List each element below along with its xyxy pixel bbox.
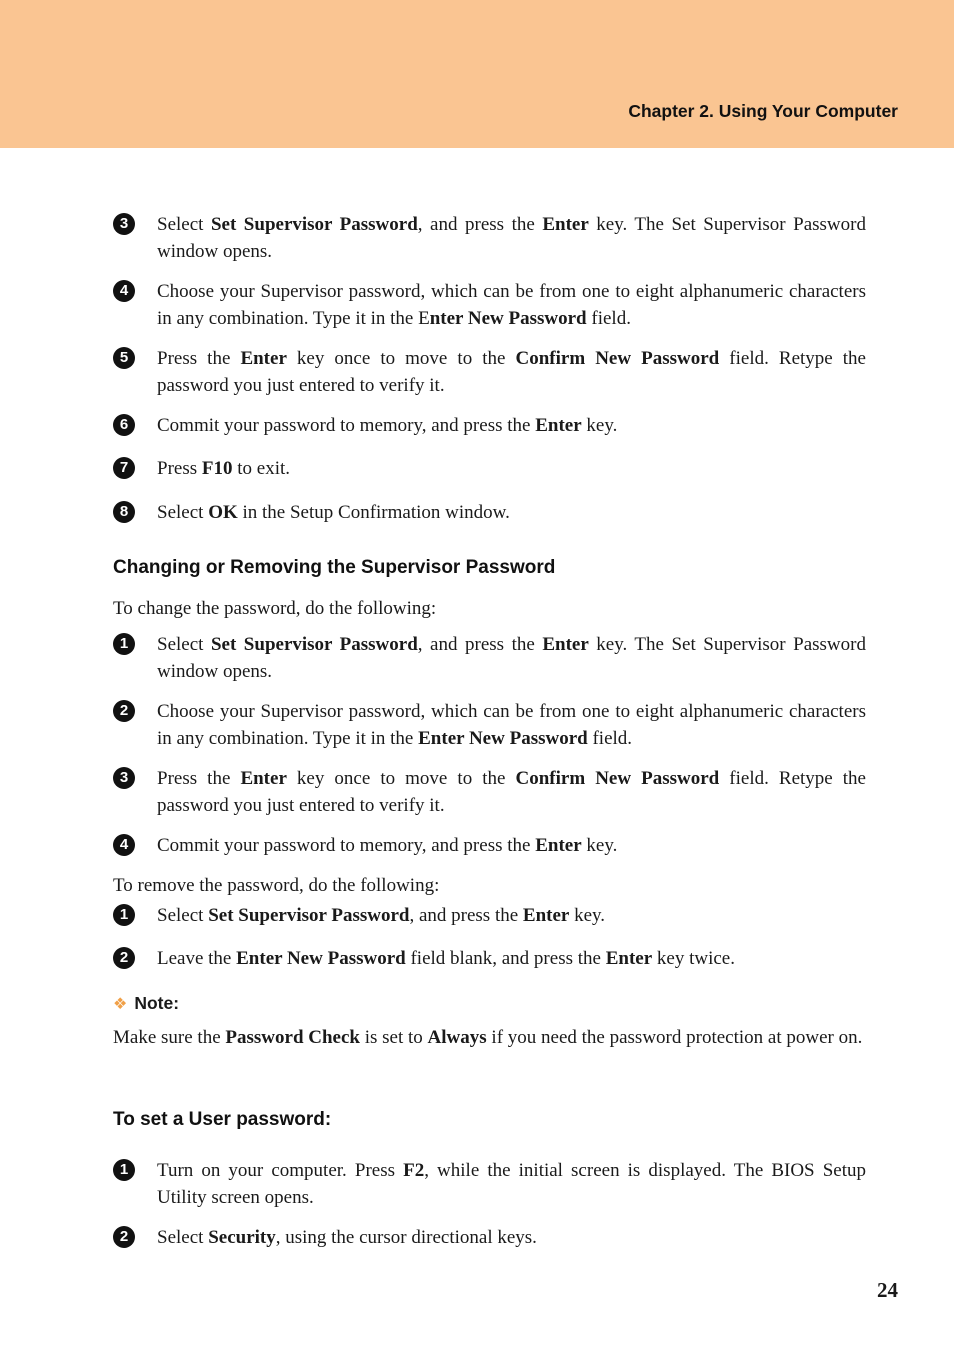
step-text: [157, 1225, 866, 1252]
step-number-icon: 8: [113, 501, 135, 523]
list-item: [113, 833, 866, 860]
bold-term: Enter: [542, 634, 589, 655]
bold-term: nter New Password: [429, 307, 587, 329]
text-run: key once to move to the: [286, 768, 516, 789]
bold-term: F10: [201, 458, 233, 479]
text-run: Press the: [157, 348, 241, 369]
bold-term: Set Supervisor Password: [210, 214, 418, 235]
list-item: [113, 903, 866, 930]
bold-term: Enter New Password: [418, 727, 588, 749]
text-run: , and press the: [417, 214, 543, 235]
text-run: Press: [157, 458, 202, 479]
bold-term: Confirm New Password: [515, 768, 720, 789]
section-heading: Changing or Removing the Supervisor Password: [113, 557, 556, 578]
bold-term: Enter: [522, 905, 570, 926]
chapter-title: Chapter 2. Using Your Computer: [628, 101, 898, 121]
bold-term: Set Supervisor Password: [208, 905, 410, 926]
step-text: [157, 279, 866, 332]
list-item: [113, 1158, 866, 1211]
text-run: , and press the: [409, 905, 523, 926]
text-run: key once to move to the: [286, 348, 516, 369]
bold-term: F2: [403, 1160, 425, 1181]
text-run: key twice.: [652, 948, 735, 969]
step-text: [157, 212, 866, 265]
text-run: is set to: [359, 1027, 428, 1048]
text-run: key. The Set Supervisor Password window opens.: [157, 634, 866, 682]
step-text: [157, 699, 866, 752]
text-run: field blank, and press the: [405, 948, 606, 969]
remove-intro-text: To remove the password, do the following:: [113, 875, 440, 896]
step-number-icon: 4: [113, 280, 135, 302]
bold-term: Enter: [240, 768, 287, 789]
bold-term: Confirm New Password: [515, 348, 720, 369]
page-number: 24: [877, 1278, 898, 1302]
step-number-icon: 1: [113, 904, 135, 926]
list-item: [113, 766, 866, 819]
note-label: [113, 993, 179, 1014]
text-run: field. Retype the password you just entered to verify it.: [157, 768, 866, 816]
step-number-icon: 7: [113, 457, 135, 479]
note-text: [113, 1025, 866, 1052]
step-number-icon: 1: [113, 1159, 135, 1181]
bold-term: Enter: [535, 415, 582, 436]
text-run: Press the: [157, 768, 241, 789]
step-text: [157, 1158, 866, 1211]
bold-term: Always: [427, 1027, 487, 1048]
list-item: [113, 212, 866, 265]
text-run: key.: [569, 905, 606, 926]
text-run: Select: [157, 502, 209, 523]
text-run: field. Retype the password you just entered to verify it.: [157, 348, 866, 396]
list-item: [113, 500, 866, 527]
list-item: [113, 1225, 866, 1252]
text-run: in the Setup Confirmation window.: [237, 502, 510, 523]
step-text: [157, 833, 866, 860]
text-run: field.: [586, 307, 631, 329]
step-text: [157, 946, 866, 973]
bold-term: Enter: [605, 948, 653, 969]
step-text: [157, 413, 866, 440]
step-number-icon: 5: [113, 347, 135, 369]
text-run: Select: [157, 905, 209, 926]
step-number-icon: 6: [113, 414, 135, 436]
text-run: Choose your Supervisor password, which can be from one to eight alphanumeric characters in any combination. Type it in the E: [157, 281, 866, 329]
list-item: [113, 413, 866, 440]
bold-term: Enter: [542, 214, 589, 235]
list-item: [113, 699, 866, 752]
text-run: , and press the: [417, 634, 543, 655]
text-run: Select: [157, 634, 211, 655]
step-text: [157, 456, 866, 483]
step-text: [157, 500, 866, 527]
list-item: [113, 632, 866, 685]
step-number-icon: 2: [113, 700, 135, 722]
text-run: to exit.: [232, 458, 291, 479]
text-run: Choose your Supervisor password, which can be from one to eight alphanumeric characters in any combination. Type it in the: [157, 701, 866, 749]
text-run: key.: [581, 415, 618, 436]
bold-term: Enter New Password: [236, 948, 406, 969]
list-item: [113, 346, 866, 399]
text-run: Turn on your computer. Press: [157, 1160, 404, 1181]
text-run: field.: [587, 727, 633, 749]
bold-term: Enter: [535, 835, 582, 856]
bold-term: Security: [208, 1227, 276, 1248]
text-run: key.: [581, 835, 618, 856]
step-text: [157, 766, 866, 819]
step-text: [157, 346, 866, 399]
text-run: Make sure the: [113, 1027, 226, 1048]
step-number-icon: 3: [113, 767, 135, 789]
intro-text: To change the password, do the following:: [113, 598, 437, 619]
text-run: Select: [157, 1227, 209, 1248]
bold-term: Enter: [240, 348, 287, 369]
step-number-icon: 2: [113, 1226, 135, 1248]
text-run: key. The Set Supervisor Password window opens.: [157, 214, 866, 262]
list-item: [113, 456, 866, 483]
bold-term: Password Check: [225, 1027, 360, 1048]
text-run: if you need the password protection at power on.: [486, 1027, 863, 1048]
bold-term: Set Supervisor Password: [210, 634, 418, 655]
step-number-icon: 1: [113, 633, 135, 655]
text-run: Select: [157, 214, 211, 235]
step-number-icon: 3: [113, 213, 135, 235]
text-run: , using the cursor directional keys.: [275, 1227, 537, 1248]
bold-term: OK: [208, 502, 238, 523]
step-number-icon: 4: [113, 834, 135, 856]
text-run: Commit your password to memory, and press the: [157, 415, 536, 436]
text-run: , while the initial screen is displayed. The BIOS Setup Utility screen opens.: [157, 1160, 866, 1208]
step-text: [157, 632, 866, 685]
chapter-header-band: [0, 0, 954, 148]
step-number-icon: 2: [113, 947, 135, 969]
list-item: [113, 279, 866, 332]
step-text: [157, 903, 866, 930]
section-heading-user-password: To set a User password:: [113, 1109, 332, 1130]
diamond-bullet-icon: ❖: [113, 996, 128, 1013]
text-run: Commit your password to memory, and press the: [157, 835, 536, 856]
text-run: Leave the: [157, 948, 237, 969]
list-item: [113, 946, 866, 973]
note-label-text: Note:: [134, 993, 180, 1013]
